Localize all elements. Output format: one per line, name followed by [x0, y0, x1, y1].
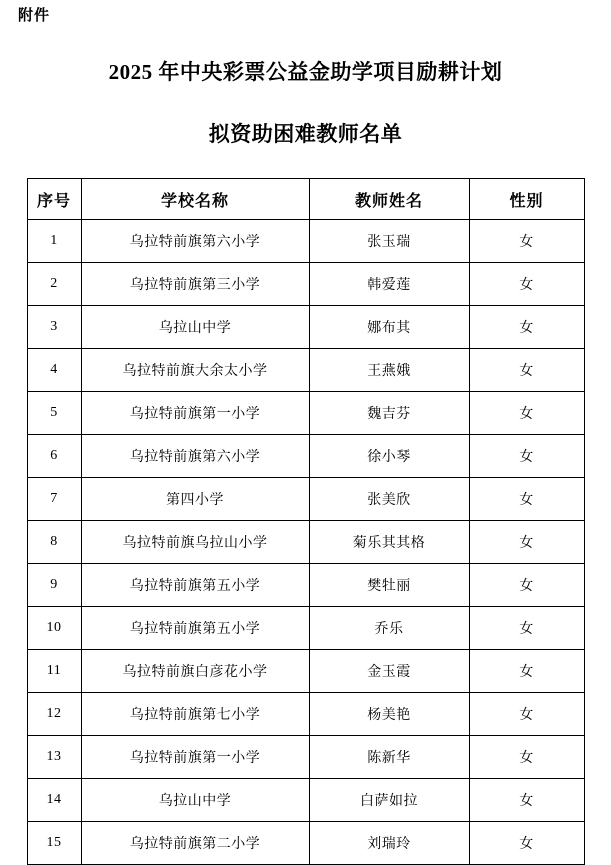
- cell-gender: 女: [469, 306, 584, 349]
- column-header-gender: 性别: [469, 179, 584, 220]
- cell-name: 陈新华: [309, 736, 469, 779]
- column-header-no: 序号: [27, 179, 81, 220]
- table-row: [27, 521, 584, 564]
- table-row: [27, 349, 584, 392]
- attachment-label: 附件: [18, 8, 51, 24]
- table-header: [27, 179, 584, 220]
- cell-name: 韩爱莲: [309, 263, 469, 306]
- cell-name: 王燕娥: [309, 349, 469, 392]
- cell-gender: 女: [469, 822, 584, 865]
- cell-no: 14: [27, 779, 81, 822]
- cell-no: 4: [27, 349, 81, 392]
- cell-school: 第四小学: [81, 478, 309, 521]
- table-row: [27, 607, 584, 650]
- table-header-row: [27, 179, 584, 220]
- teacher-roster-table: [27, 178, 585, 865]
- cell-no: 7: [27, 478, 81, 521]
- cell-name: 张玉瑞: [309, 220, 469, 263]
- cell-school: 乌拉特前旗第五小学: [81, 564, 309, 607]
- table-row: [27, 822, 584, 865]
- cell-school: 乌拉特前旗白彦花小学: [81, 650, 309, 693]
- cell-no: 11: [27, 650, 81, 693]
- cell-name: 樊牡丽: [309, 564, 469, 607]
- cell-gender: 女: [469, 392, 584, 435]
- cell-gender: 女: [469, 263, 584, 306]
- cell-school: 乌拉特前旗第二小学: [81, 822, 309, 865]
- cell-no: 9: [27, 564, 81, 607]
- cell-name: 娜布其: [309, 306, 469, 349]
- cell-no: 6: [27, 435, 81, 478]
- cell-gender: 女: [469, 564, 584, 607]
- cell-name: 徐小琴: [309, 435, 469, 478]
- cell-school: 乌拉特前旗第三小学: [81, 263, 309, 306]
- cell-gender: 女: [469, 435, 584, 478]
- table-row: [27, 392, 584, 435]
- cell-name: 金玉霞: [309, 650, 469, 693]
- cell-name: 菊乐其其格: [309, 521, 469, 564]
- column-header-school: 学校名称: [81, 179, 309, 220]
- table-row: [27, 478, 584, 521]
- table-row: [27, 306, 584, 349]
- cell-school: 乌拉特前旗第一小学: [81, 736, 309, 779]
- cell-school: 乌拉特前旗第一小学: [81, 392, 309, 435]
- cell-school: 乌拉特前旗乌拉山小学: [81, 521, 309, 564]
- cell-school: 乌拉特前旗第六小学: [81, 435, 309, 478]
- table-row: [27, 779, 584, 822]
- table-body: [27, 220, 584, 865]
- cell-no: 10: [27, 607, 81, 650]
- cell-gender: 女: [469, 650, 584, 693]
- table-row: [27, 220, 584, 263]
- cell-school: 乌拉特前旗第七小学: [81, 693, 309, 736]
- cell-name: 张美欣: [309, 478, 469, 521]
- cell-school: 乌拉特前旗第五小学: [81, 607, 309, 650]
- table-row: [27, 263, 584, 306]
- cell-name: 魏吉芬: [309, 392, 469, 435]
- cell-name: 乔乐: [309, 607, 469, 650]
- cell-gender: 女: [469, 779, 584, 822]
- page-subtitle: 拟资助困难教师名单: [208, 122, 403, 146]
- table-row: [27, 693, 584, 736]
- cell-name: 杨美艳: [309, 693, 469, 736]
- page-title: 2025 年中央彩票公益金助学项目励耕计划: [108, 60, 503, 84]
- cell-no: 15: [27, 822, 81, 865]
- cell-no: 5: [27, 392, 81, 435]
- cell-gender: 女: [469, 607, 584, 650]
- cell-gender: 女: [469, 220, 584, 263]
- cell-school: 乌拉特前旗第六小学: [81, 220, 309, 263]
- table-row: [27, 435, 584, 478]
- cell-no: 8: [27, 521, 81, 564]
- cell-gender: 女: [469, 736, 584, 779]
- table-row: [27, 736, 584, 779]
- table-row: [27, 650, 584, 693]
- cell-gender: 女: [469, 521, 584, 564]
- cell-name: 刘瑞玲: [309, 822, 469, 865]
- column-header-name: 教师姓名: [309, 179, 469, 220]
- cell-school: 乌拉特前旗大余太小学: [81, 349, 309, 392]
- cell-no: 13: [27, 736, 81, 779]
- cell-gender: 女: [469, 349, 584, 392]
- cell-no: 1: [27, 220, 81, 263]
- cell-no: 2: [27, 263, 81, 306]
- cell-gender: 女: [469, 478, 584, 521]
- cell-school: 乌拉山中学: [81, 306, 309, 349]
- cell-school: 乌拉山中学: [81, 779, 309, 822]
- cell-no: 12: [27, 693, 81, 736]
- cell-name: 白萨如拉: [309, 779, 469, 822]
- cell-gender: 女: [469, 693, 584, 736]
- cell-no: 3: [27, 306, 81, 349]
- table-row: [27, 564, 584, 607]
